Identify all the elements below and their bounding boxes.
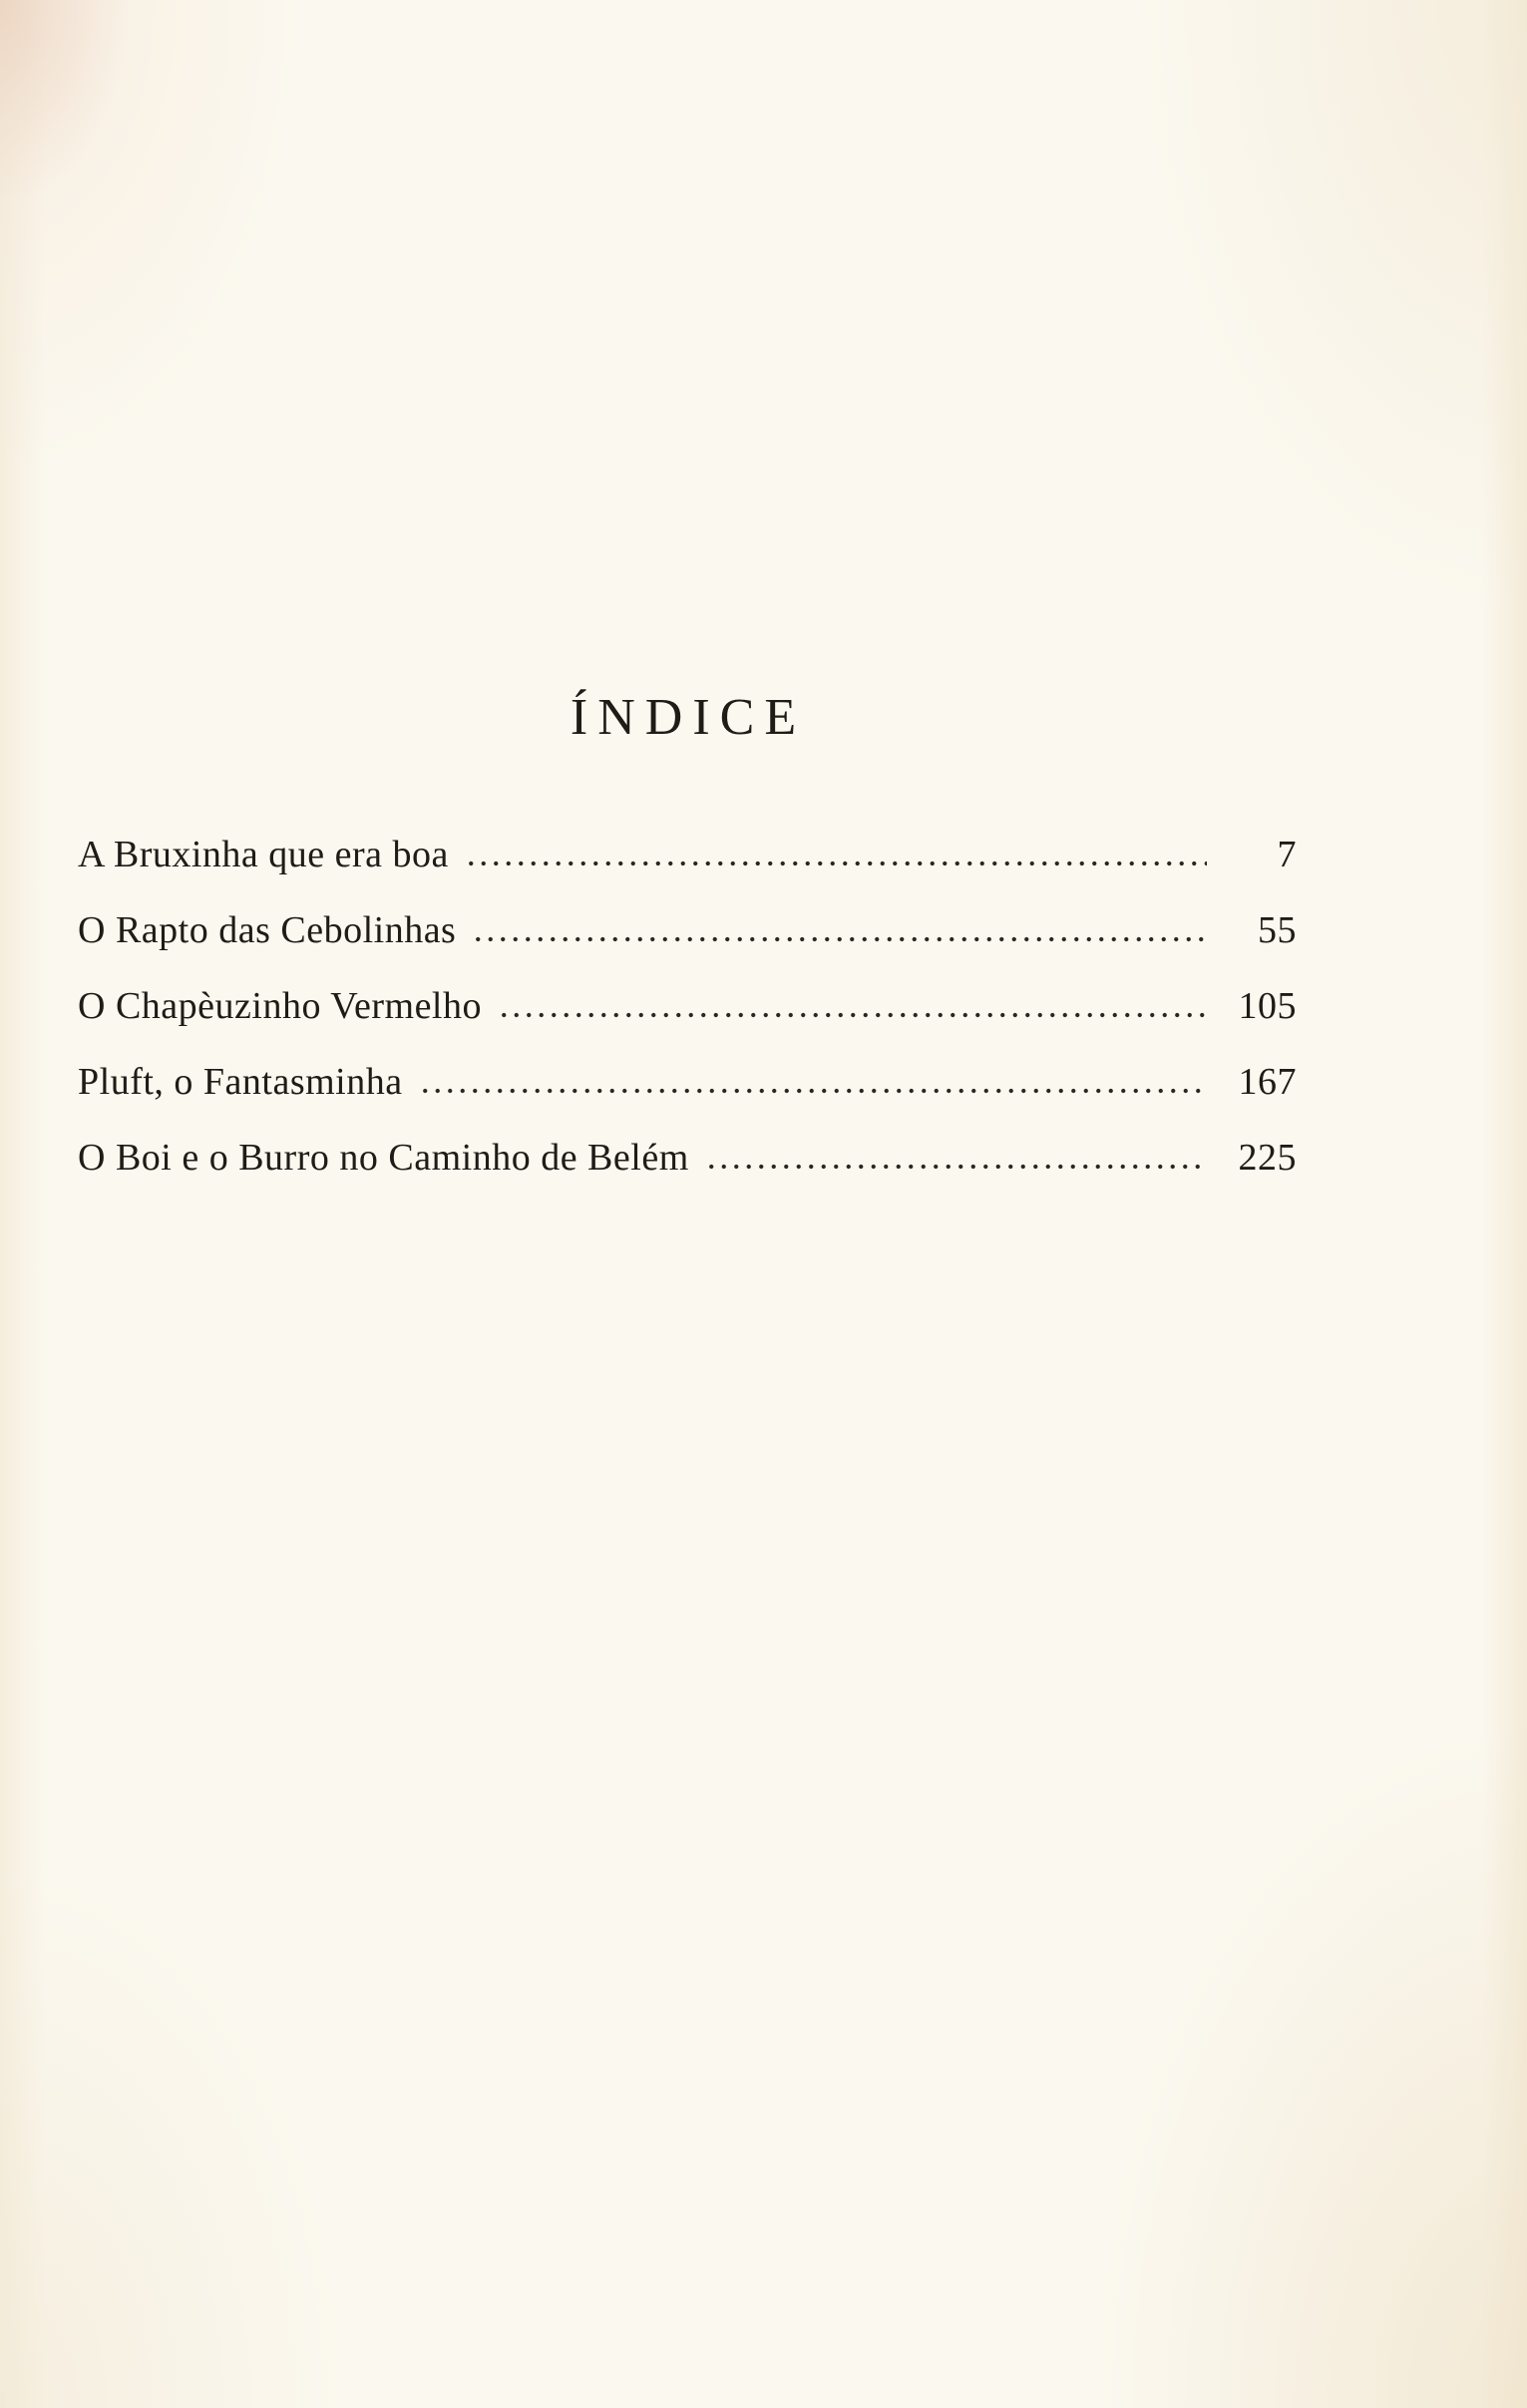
dot-leader — [705, 1140, 1207, 1170]
toc-entry — [78, 833, 1297, 908]
toc-entry-title: A Bruxinha que era boa — [78, 834, 449, 875]
toc-entry-page: 225 — [1238, 1137, 1297, 1179]
toc-entry — [78, 984, 1297, 1060]
toc-entry-page: 167 — [1238, 1061, 1297, 1103]
dot-leader — [465, 837, 1207, 866]
toc-entry-title: O Chapèuzinho Vermelho — [78, 985, 482, 1027]
toc-entry-title: Pluft, o Fantasminha — [78, 1061, 403, 1103]
toc-entry-page: 105 — [1238, 985, 1297, 1027]
dot-leader — [498, 988, 1207, 1018]
table-of-contents — [78, 833, 1297, 1211]
index-title: ÍNDICE — [570, 689, 807, 746]
toc-entry — [78, 908, 1297, 984]
toc-entry-title: O Boi e o Burro no Caminho de Belém — [78, 1137, 689, 1179]
toc-entry-title: O Rapto das Cebolinhas — [78, 909, 457, 951]
dot-leader — [472, 912, 1207, 942]
toc-entry — [78, 1136, 1297, 1211]
toc-entry — [78, 1060, 1297, 1136]
toc-entry-page: 7 — [1277, 834, 1297, 875]
toc-entry-page: 55 — [1258, 909, 1297, 951]
dot-leader — [419, 1064, 1207, 1094]
